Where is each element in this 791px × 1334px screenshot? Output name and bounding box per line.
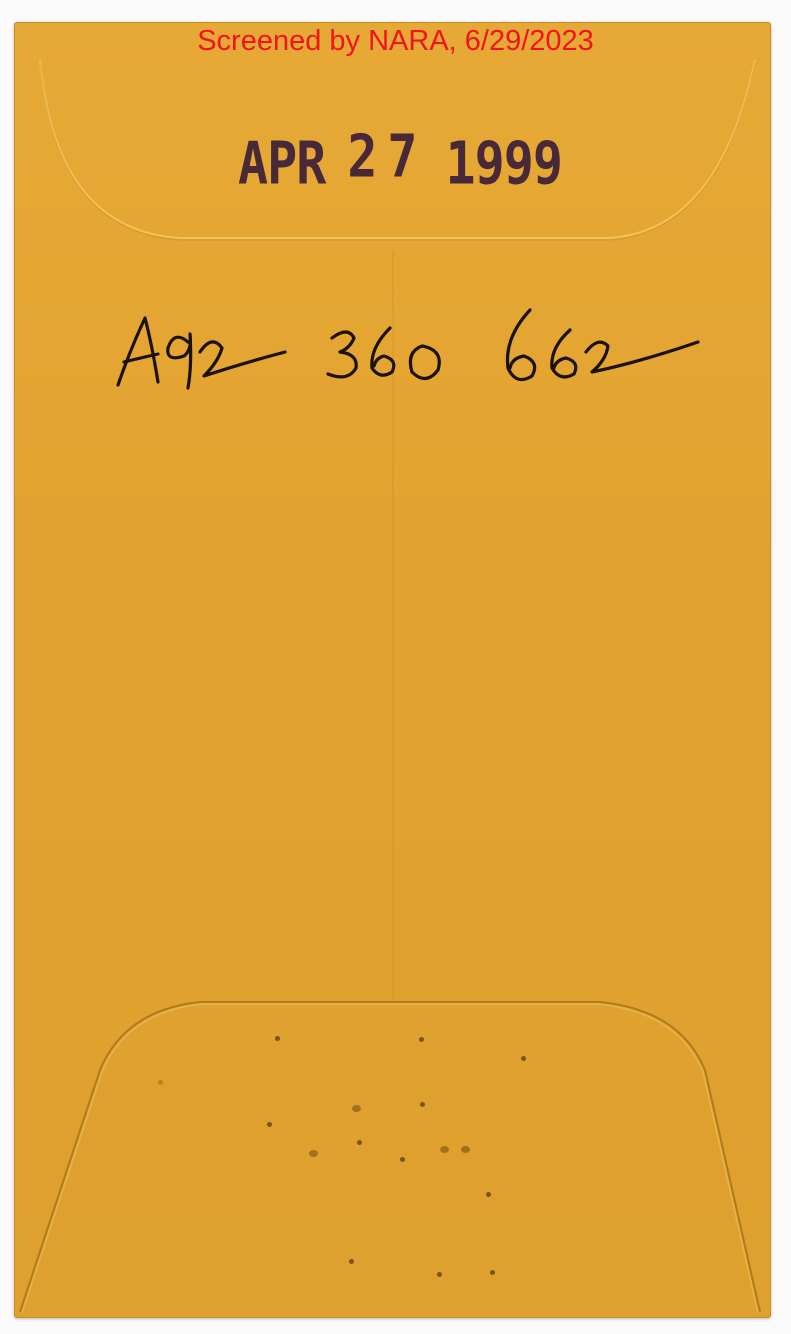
received-date-stamp xyxy=(238,122,568,199)
handwritten-alien-number xyxy=(100,290,720,410)
stamp-day: 27 xyxy=(347,122,428,191)
stamp-year: 1999 xyxy=(445,129,562,198)
stamp-month: APR xyxy=(238,129,326,198)
nara-screening-watermark: Screened by NARA, 6/29/2023 xyxy=(197,25,594,57)
